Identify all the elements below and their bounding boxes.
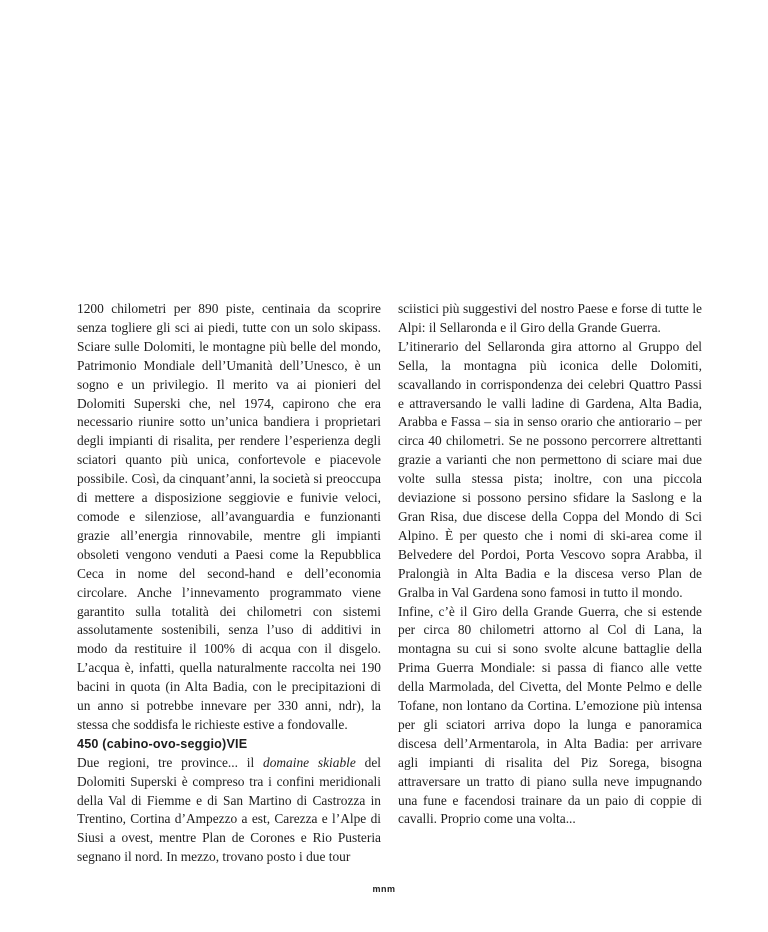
paragraph-text: del Dolomiti Superski è compreso tra i confini meridionali della Val di Fiemme e di San Martino di Castrozza in Trentino, Cortina d’Ampezzo a est, Carezza e l’Alpe di Siusi a ovest, mentre Plan de Corones e Rio Pusteria segnano il nord. In mezzo, trovano posto i due tour [77, 754, 381, 865]
paragraph-text: Due regioni, tre province... il [77, 754, 263, 770]
body-paragraph [77, 754, 381, 867]
body-paragraph: 1200 chilometri per 890 piste, centinaia da scoprire senza togliere gli sci ai piedi, tutte con un solo skipass. Sciare sulle Dolomiti, le montagne più belle del mondo, Patrimonio Mondiale dell’Umanità dell’Unesco, è un sogno e un privilegio. Il merito va ai pionieri del Dolomiti Superski che, nel 1974, capirono che era necessario riunire sotto un’unica bandiera i proprietari degli impianti di risalita, per rendere l’esperienza degli sciatori quanto più unica, confortevole e piacevole possibile. Così, da cinquant’anni, la società si preoccupa di mettere a disposizione seggiovie e funivie veloci, comode e silenziose, all’avanguardia e funzionanti grazie all’energia rinnovabile, mentre gli impianti obsoleti vengono venduti a Paesi come la Repubblica Ceca in nome del second-hand e dell’economia circolare. Anche l’innevamento programmato viene garantito sulla totalità dei chilometri con sistemi assolutamente sostenibili, senza l’uso di additivi in modo da restituire il 100% di acqua con il disgelo. L’acqua è, infatti, quella naturalmente raccolta nei 190 bacini in quota (in Alta Badia, con le precipitazioni di un anno si potrebbe innevare per 330 anni, ndr), la stessa che soddisfa le richieste estive a fondovalle. [77, 301, 381, 732]
body-paragraph: L’itinerario del Sellaronda gira attorno al Gruppo del Sella, la montagna più iconica delle Dolomiti, scavallando in corrispondenza dei celebri Quattro Passi e attraversando le valli ladine di Gardena, Alta Badia, Arabba e Fassa – sia in senso orario che antiorario – per circa 40 chilometri. Se ne possono percorrere altrettanti grazie a varianti che non permettono di sciare mai due volte sulla stessa pista; inoltre, con una piccola deviazione si possono persino sfidare la Saslong e la Gran Risa, due discese della Coppa del Mondo di Sci Alpino. È per questo che i nomi di ski-area come il Belvedere del Pordoi, Porta Vescovo sopra Arabba, il Pralongià in Alta Badia e la discesa verso Plan de Gralba in Val Gardena sono famosi in tutto il mondo. [398, 338, 702, 600]
right-column [398, 300, 702, 829]
italic-phrase: domaine skiable [263, 754, 356, 770]
page-folio-mark: mnm [372, 884, 396, 894]
left-column [77, 300, 381, 867]
section-heading: 450 (cabino-ovo-seggio)VIE [77, 736, 248, 751]
body-paragraph: Infine, c’è il Giro della Grande Guerra, che si estende per circa 80 chilometri attorno al Col di Lana, la montagna su cui si sono svolte alcune battaglie della Prima Guerra Mondiale: si passa di fianco alle vette della Marmolada, del Civetta, del Monte Pelmo e delle Tofane, non lontano da Cortina. L’emozione più intensa per gli sciatori arriva dopo la lunga e panoramica discesa dell’Armentarola, in Alta Badia: per arrivare agli impianti di risalita del Piz Sorega, bisogna attraversare un tratto di piano sulla neve impugnando una fune e facendosi trainare da un paio di coppie di cavalli. Proprio come una volta... [398, 603, 702, 827]
body-paragraph: sciistici più suggestivi del nostro Paese e forse di tutte le Alpi: il Sellaronda e il Giro della Grande Guerra. [398, 301, 702, 335]
